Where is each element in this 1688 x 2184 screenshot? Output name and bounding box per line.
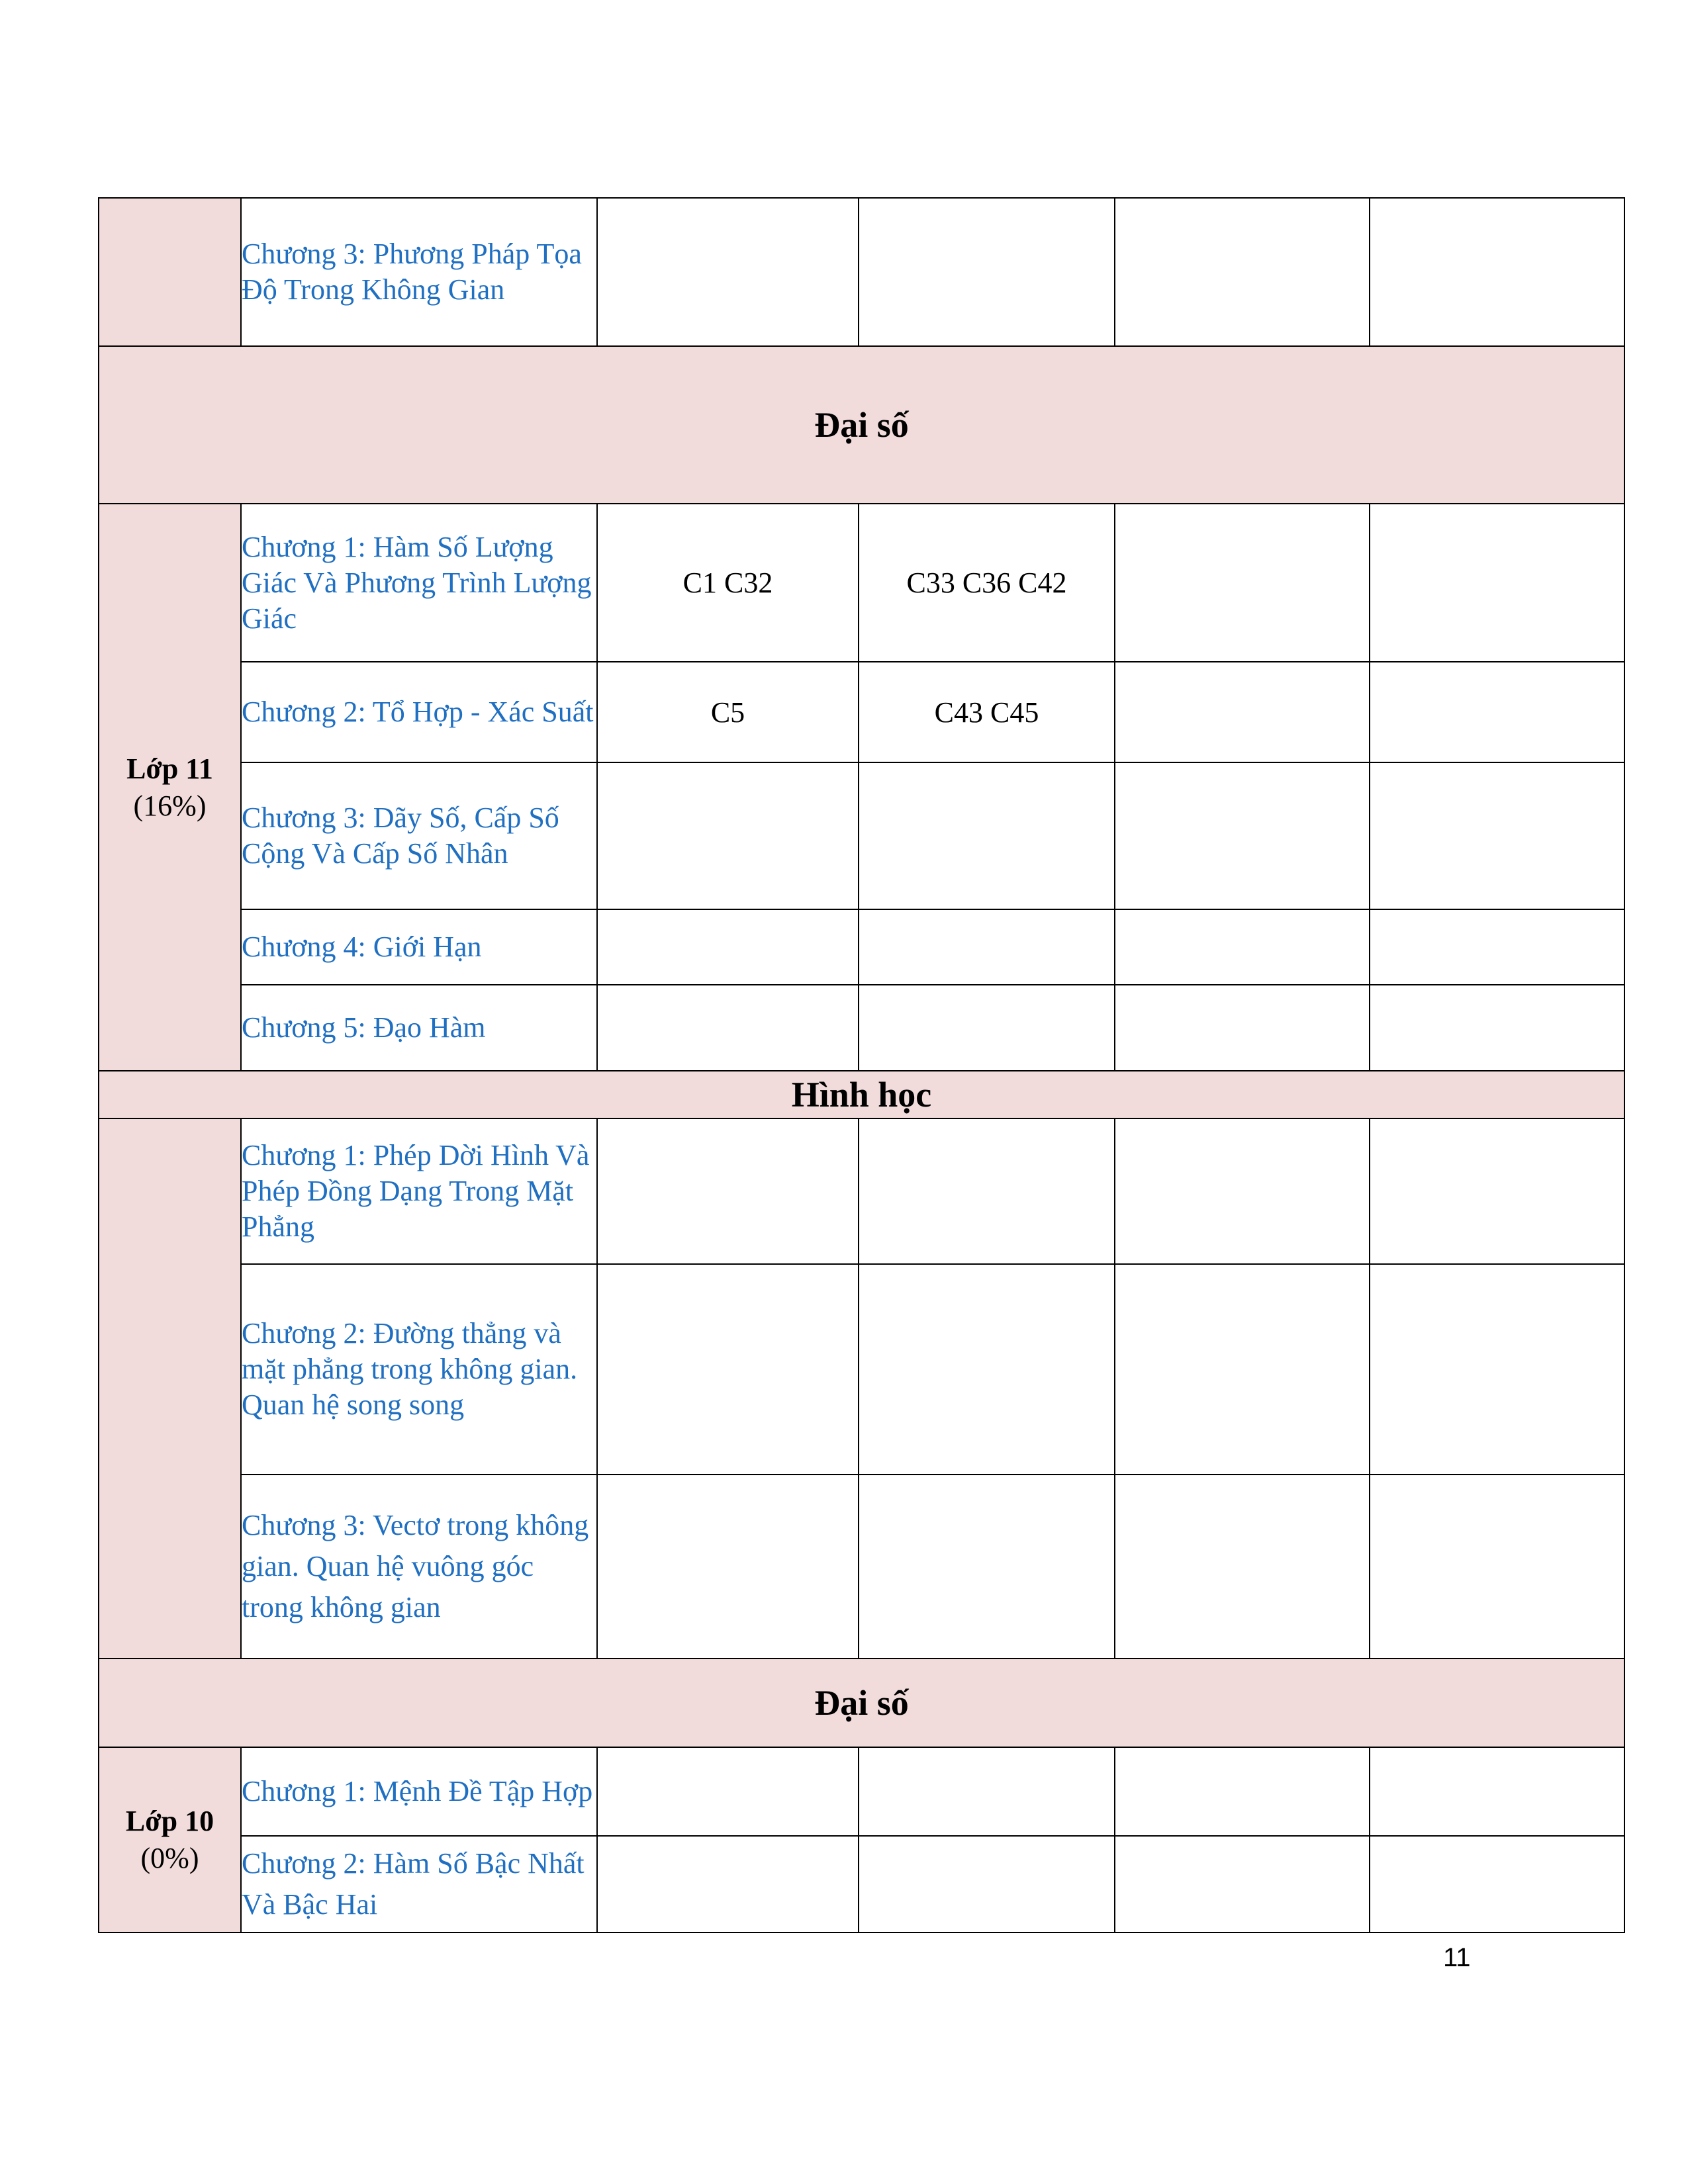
topic-cell: Chương 3: Dãy Số, Cấp Số Cộng Và Cấp Số Nhân (241, 762, 597, 909)
level-cell (1115, 1475, 1370, 1659)
level-cell (1115, 1747, 1370, 1836)
level-cell (859, 1836, 1115, 1933)
level-cell (1115, 662, 1370, 762)
level-cell (1370, 1475, 1624, 1659)
level-cell (859, 1118, 1115, 1264)
topic-cell: Chương 2: Tổ Hợp - Xác Suất (241, 662, 597, 762)
level-cell (1370, 985, 1624, 1071)
level-cell (1115, 504, 1370, 662)
table-row (99, 985, 1624, 1071)
level-cell (859, 985, 1115, 1071)
level-cell (1370, 1747, 1624, 1836)
grade-cell-10 (99, 1747, 241, 1933)
table-row (99, 1747, 1624, 1836)
level-cell (859, 1747, 1115, 1836)
table-row (99, 1475, 1624, 1659)
level-cell (597, 985, 859, 1071)
level-cell (1370, 504, 1624, 662)
table-row (99, 1264, 1624, 1475)
topic-cell: Chương 3: Vectơ trong không gian. Quan hệ vuông góc trong không gian (241, 1475, 597, 1659)
level-cell (1115, 1264, 1370, 1475)
topic-cell: Chương 4: Giới Hạn (241, 909, 597, 985)
topic-cell: Chương 1: Phép Dời Hình Và Phép Đồng Dạng Trong Mặt Phẳng (241, 1118, 597, 1264)
table-row (99, 198, 1624, 346)
level-cell (1370, 1264, 1624, 1475)
level-cell (859, 198, 1115, 346)
level-cell (859, 1264, 1115, 1475)
level-cell (1370, 198, 1624, 346)
level-cell (859, 909, 1115, 985)
level-cell: C43 C45 (859, 662, 1115, 762)
table-row (99, 909, 1624, 985)
level-cell (1370, 662, 1624, 762)
table-row (99, 762, 1624, 909)
section-title-algebra: Đại số (99, 1659, 1624, 1747)
level-cell (597, 909, 859, 985)
section-title-geometry: Hình học (99, 1071, 1624, 1118)
exam-matrix-table (98, 197, 1625, 1933)
grade-cell-11 (99, 504, 241, 1071)
table-row (99, 504, 1624, 662)
topic-cell: Chương 5: Đạo Hàm (241, 985, 597, 1071)
level-cell (1370, 762, 1624, 909)
level-cell (1370, 1118, 1624, 1264)
level-cell (597, 1747, 859, 1836)
level-cell (597, 1264, 859, 1475)
table-row (99, 662, 1624, 762)
grade-percent: (16%) (133, 789, 207, 822)
level-cell (1370, 1836, 1624, 1933)
topic-cell: Chương 1: Mệnh Đề Tập Hợp (241, 1747, 597, 1836)
level-cell (859, 1475, 1115, 1659)
level-cell (597, 1836, 859, 1933)
level-cell (597, 1118, 859, 1264)
level-cell (597, 762, 859, 909)
level-cell (1115, 1118, 1370, 1264)
topic-cell: Chương 2: Đường thẳng và mặt phẳng trong không gian. Quan hệ song song (241, 1264, 597, 1475)
section-row (99, 1659, 1624, 1747)
level-cell (859, 762, 1115, 909)
grade-name: Lớp 10 (125, 1805, 214, 1837)
level-cell (1115, 985, 1370, 1071)
topic-cell: Chương 3: Phương Pháp Tọa Độ Trong Không Gian (241, 198, 597, 346)
level-cell (1370, 909, 1624, 985)
section-title-algebra: Đại số (99, 346, 1624, 504)
section-row (99, 346, 1624, 504)
level-cell: C5 (597, 662, 859, 762)
grade-name: Lớp 11 (126, 752, 213, 785)
level-cell (597, 198, 859, 346)
section-row (99, 1071, 1624, 1118)
level-cell (1115, 198, 1370, 346)
level-cell: C33 C36 C42 (859, 504, 1115, 662)
table-row (99, 1118, 1624, 1264)
table-row (99, 1836, 1624, 1933)
level-cell (597, 1475, 859, 1659)
page-number: 11 (1443, 1943, 1471, 1972)
grade-cell-geometry (99, 1118, 241, 1659)
level-cell (1115, 909, 1370, 985)
grade-percent: (0%) (140, 1842, 199, 1874)
level-cell (1115, 762, 1370, 909)
topic-cell: Chương 1: Hàm Số Lượng Giác Và Phương Trình Lượng Giác (241, 504, 597, 662)
level-cell (1115, 1836, 1370, 1933)
topic-cell: Chương 2: Hàm Số Bậc Nhất Và Bậc Hai (241, 1836, 597, 1933)
grade-cell-continued (99, 198, 241, 346)
level-cell: C1 C32 (597, 504, 859, 662)
